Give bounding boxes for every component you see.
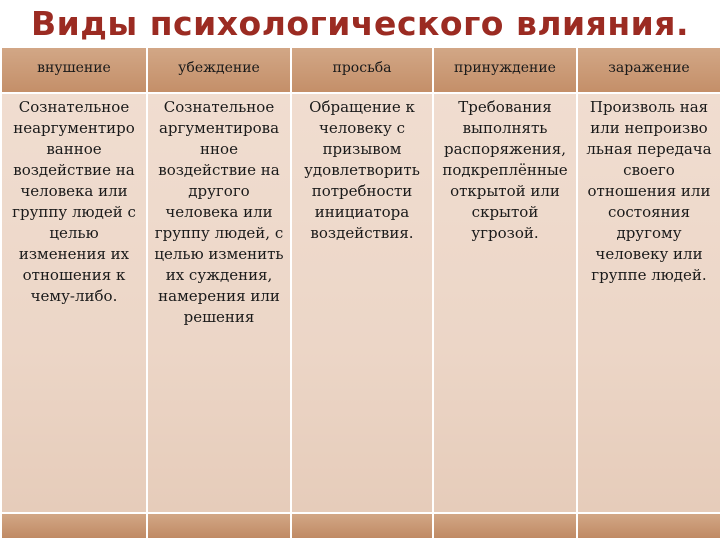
footer-cell <box>291 513 433 539</box>
slide-title: Виды психологического влияния. <box>31 4 689 43</box>
footer-cell <box>147 513 291 539</box>
footer-cell <box>577 513 720 539</box>
cell-persuasion-definition: Сознательное аргументирова нное воздействие на другого человека или группу людей, с целью изменить их суждения, намерения или решения <box>147 93 291 513</box>
header-cell-coercion: принуждение <box>433 47 577 93</box>
cell-contagion-definition: Произволь ная или непроизво льная передача своего отношения или состояния другому человеку или группе людей. <box>577 93 720 513</box>
cell-request-definition: Обращение к человеку с призывом удовлетворить потребности инициатора воздействия. <box>291 93 433 513</box>
header-cell-request: просьба <box>291 47 433 93</box>
header-cell-contagion: заражение <box>577 47 720 93</box>
footer-cell <box>1 513 147 539</box>
footer-cell <box>433 513 577 539</box>
table-footer-row <box>1 513 720 539</box>
cell-suggestion-definition: Сознательное неаргументиро ванное воздействие на человека или группу людей с целью изменения их отношения к чему-либо. <box>1 93 147 513</box>
header-cell-suggestion: внушение <box>1 47 147 93</box>
table-header-row <box>1 47 720 93</box>
header-cell-persuasion: убеждение <box>147 47 291 93</box>
table-row <box>1 93 720 513</box>
influence-types-table <box>0 46 720 540</box>
cell-coercion-definition: Требования выполнять распоряжения, подкреплённые открытой или скрытой угрозой. <box>433 93 577 513</box>
